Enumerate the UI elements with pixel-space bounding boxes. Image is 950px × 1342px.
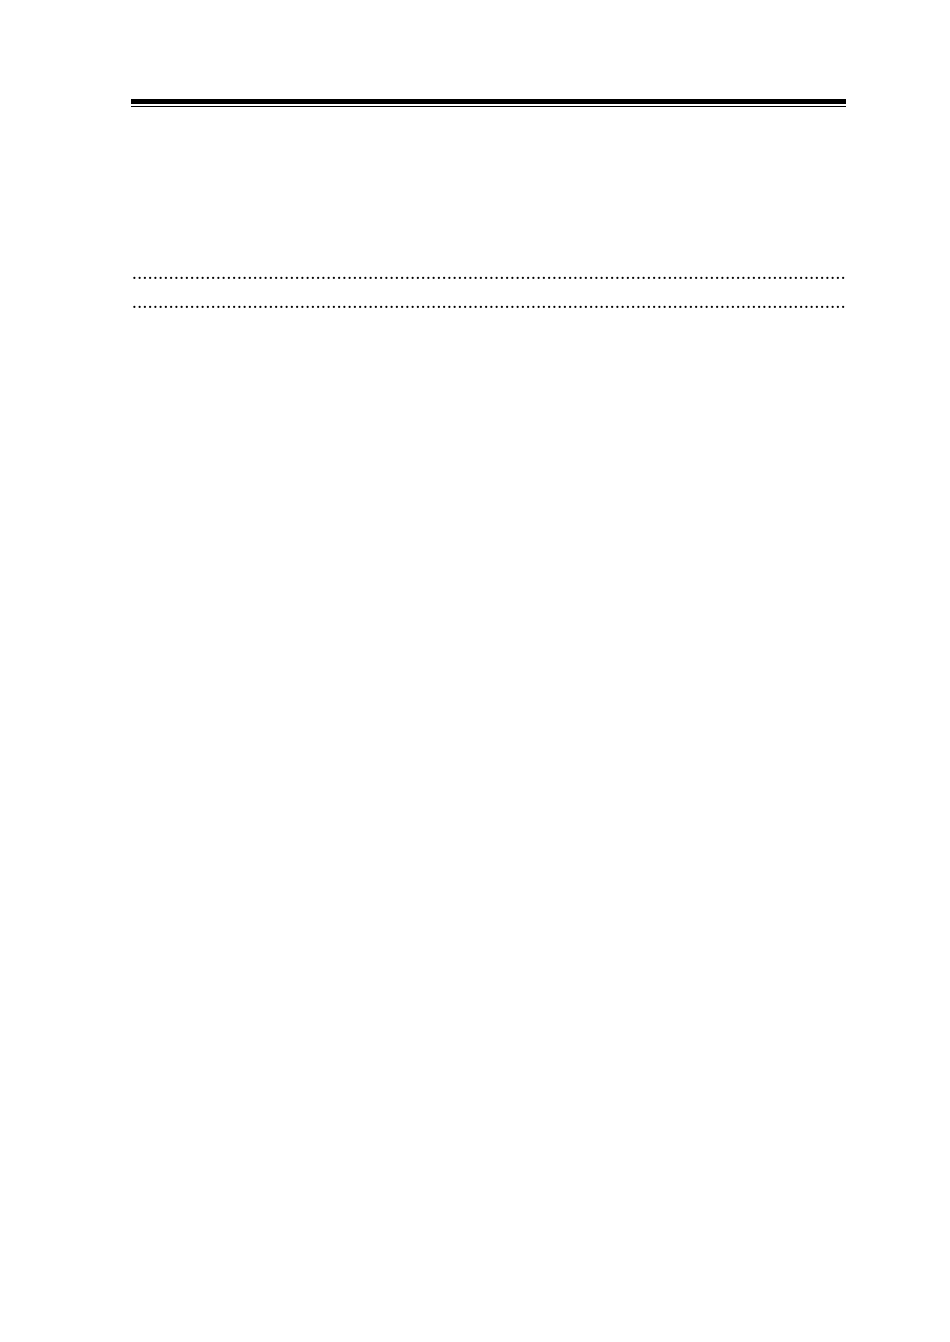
toc-gap <box>131 318 846 347</box>
toc-entry[interactable] <box>131 289 846 318</box>
toc-entry[interactable] <box>131 260 846 289</box>
header-rule-thick <box>131 99 846 104</box>
toc-title <box>131 165 846 205</box>
toc-leader-dots <box>132 289 845 318</box>
header-rule-thin <box>131 106 846 107</box>
toc-leader-dots <box>132 260 845 289</box>
table-of-contents <box>131 260 846 346</box>
